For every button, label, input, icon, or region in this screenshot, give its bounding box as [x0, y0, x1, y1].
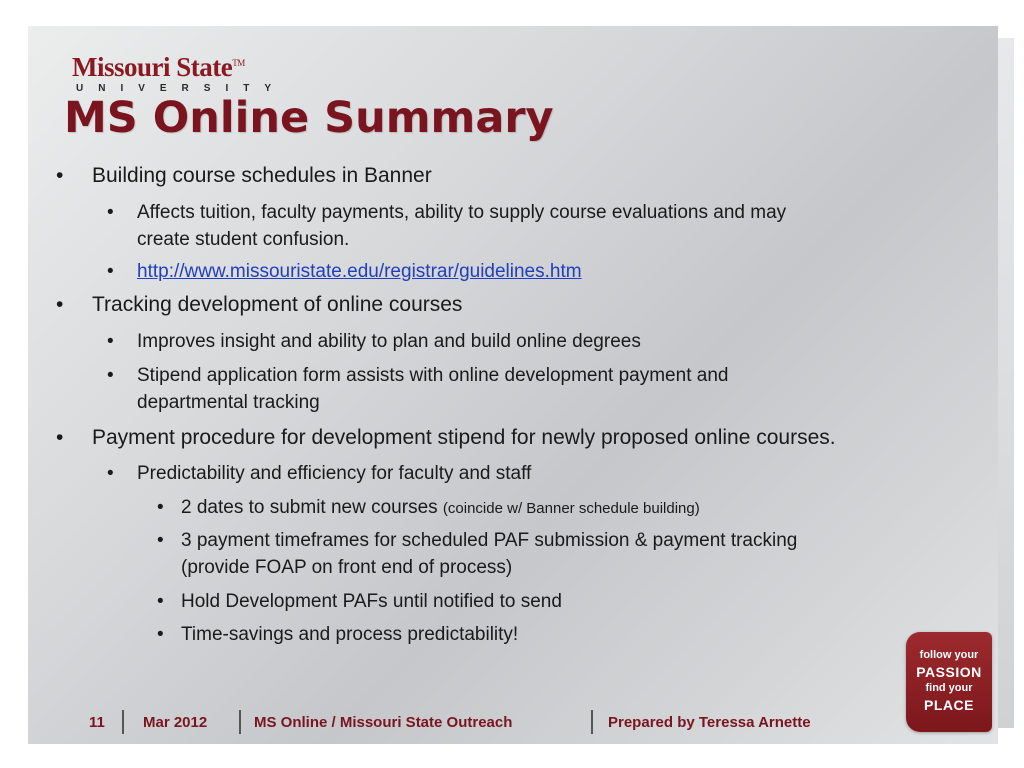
- bullet-item: [56, 291, 463, 319]
- bullet-text: Predictability and efficiency for faculty and staff: [137, 463, 532, 484]
- bullet-marker: •: [107, 261, 114, 282]
- follow-your-passion-badge: [906, 632, 992, 732]
- footer-author: Prepared by Teressa Arnette: [608, 714, 811, 731]
- bullet-item: [107, 328, 641, 355]
- bullet-item: [56, 424, 836, 452]
- bullet-item: [56, 162, 432, 190]
- bullet-marker: •: [107, 463, 114, 484]
- bullet-text: Tracking development of online courses: [92, 293, 463, 316]
- bullet-marker: •: [157, 624, 164, 645]
- bullet-note: (coincide w/ Banner schedule building): [442, 500, 700, 517]
- bullet-marker: •: [56, 293, 64, 316]
- footer-divider: [122, 710, 124, 734]
- bullet-text-continued: create student confusion.: [137, 229, 350, 250]
- bullet-text-continued: (provide FOAP on front end of process): [181, 557, 513, 578]
- bullet-item: [107, 258, 582, 285]
- bullet-item: [107, 460, 532, 487]
- footer-divider: [239, 710, 241, 734]
- bullet-marker: •: [107, 331, 114, 352]
- bullet-text: Hold Development PAFs until notified to send: [181, 591, 562, 612]
- bullet-text: 3 payment timeframes for scheduled PAF submission & payment tracking: [181, 530, 798, 551]
- bullet-text-continued: departmental tracking: [137, 392, 320, 413]
- bullet-marker: •: [157, 530, 164, 551]
- university-logo: [72, 48, 286, 96]
- bullet-item: [157, 494, 700, 522]
- page-number: 11: [89, 714, 105, 731]
- slide-footer: [0, 708, 1024, 738]
- bullet-marker: •: [107, 202, 114, 223]
- bullet-item: [107, 199, 787, 253]
- footer-date: Mar 2012: [143, 714, 208, 731]
- bullet-marker: •: [56, 164, 64, 187]
- bullet-item: [107, 362, 729, 416]
- bullet-item: [157, 621, 519, 648]
- bullet-text: Time-savings and process predictability!: [181, 624, 519, 645]
- guidelines-link[interactable]: http://www.missouristate.edu/registrar/guidelines.htm: [137, 261, 582, 282]
- badge-line: follow your: [919, 649, 979, 661]
- badge-line: PLACE: [924, 697, 974, 713]
- logo-subtitle: UNIVERSITY: [76, 83, 287, 94]
- badge-line: PASSION: [916, 664, 982, 680]
- bullet-text: Stipend application form assists with online development payment and: [137, 365, 729, 386]
- bullet-text: Improves insight and ability to plan and build online degrees: [137, 331, 641, 352]
- bullet-marker: •: [56, 426, 64, 449]
- footer-department: MS Online / Missouri State Outreach: [254, 714, 513, 731]
- badge-line: find your: [925, 682, 973, 694]
- bullet-item: [157, 527, 798, 581]
- bullet-text: 2 dates to submit new courses: [181, 497, 438, 518]
- bullet-text: Affects tuition, faculty payments, ability to supply course evaluations and may: [137, 202, 787, 223]
- bullet-text: Building course schedules in Banner: [92, 164, 432, 187]
- bullet-marker: •: [157, 497, 164, 518]
- bullet-item: [157, 588, 562, 615]
- bullet-marker: •: [107, 365, 114, 386]
- logo-wordmark: Missouri State™: [72, 52, 245, 82]
- bullet-marker: •: [157, 591, 164, 612]
- slide-title: MS Online Summary: [64, 93, 554, 143]
- bullet-text: Payment procedure for development stipend for newly proposed online courses.: [92, 426, 836, 449]
- footer-divider: [591, 710, 593, 734]
